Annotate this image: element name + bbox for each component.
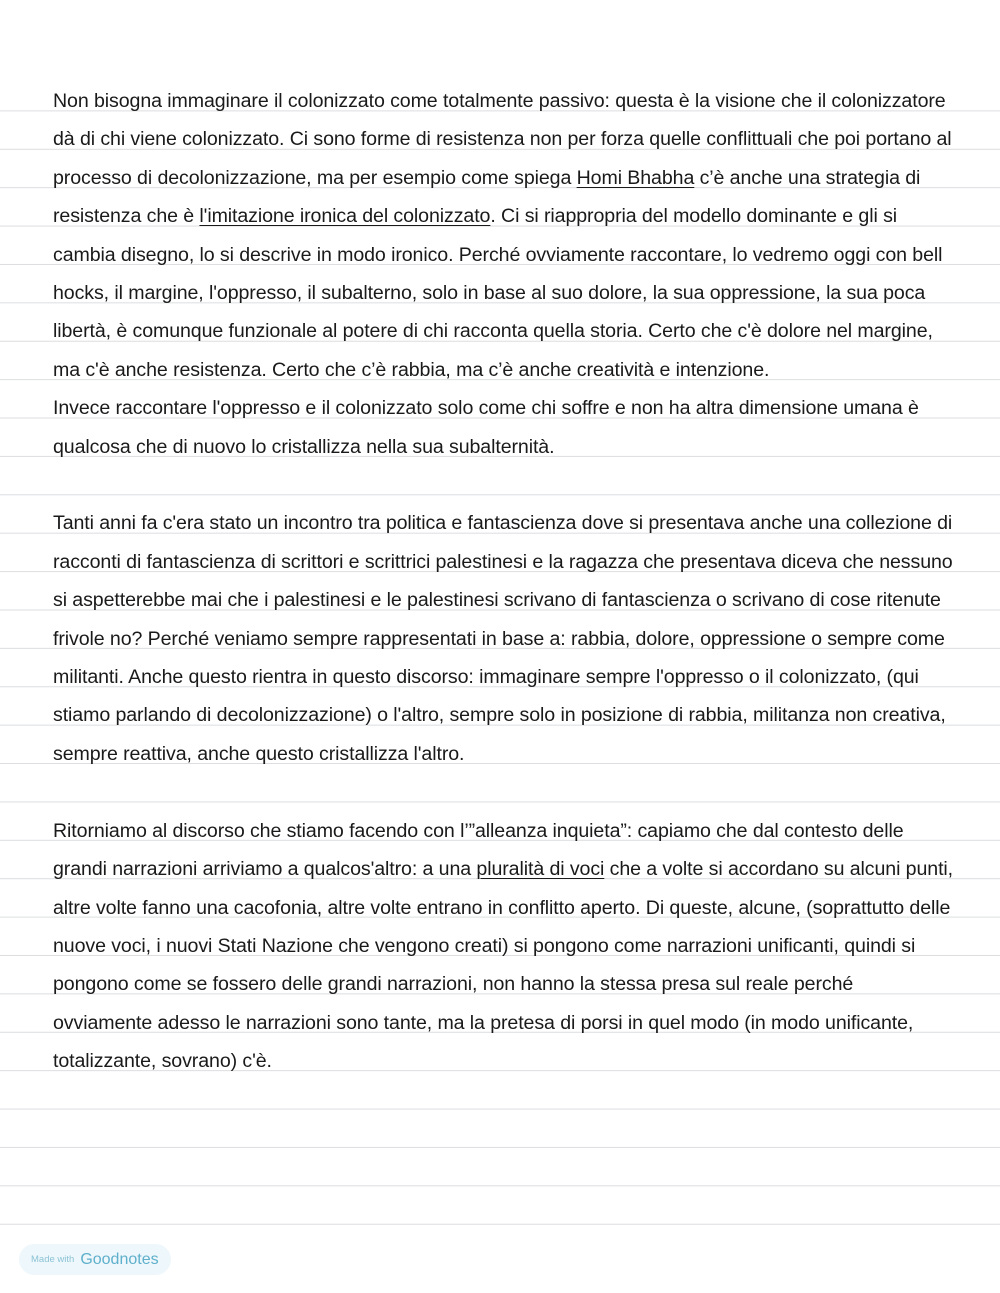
goodnotes-logo: Goodnotes [80,1250,159,1268]
note-body [53,82,953,1081]
underlined-pluralita-di-voci: pluralità di voci [476,858,605,881]
underlined-imitazione-ironica: l'imitazione ironica del colonizzato [199,205,491,228]
underlined-homi-bhabha: Homi Bhabha [576,166,695,189]
paragraph-4: Ritorniamo al discorso che stiamo facendo con l’”alleanza inquieta”: capiamo che dal contesto delle grandi narrazioni arriviamo a qualcos'altro: a una pluralità di voci che a volte si accordano su alcuni punti, altre volte fanno una cacofonia, altre volte entrano in conflitto aperto. Di queste, alcune, (soprattutto delle nuove voci, i nuovi Stati Nazione che vengono creati) si pongono come narrazioni unificanti, quindi si pongono come se fossero delle grandi narrazioni, non hanno la stessa presa sul reale perché ovviamente adesso le narrazioni sono tante, ma la pretesa di porsi in quel modo (in modo unificante, totalizzante, sovrano) c'è. [53,819,954,1073]
paragraph-gap [53,466,953,504]
made-with-label: Made with [31,1254,75,1265]
paragraph-gap [53,773,953,811]
made-with-goodnotes-badge[interactable] [19,1244,171,1275]
paragraph-2: Invece raccontare l'oppresso e il colonizzato solo come chi soffre e non ha altra dimensione umana è qualcosa che di nuovo lo cristallizza nella sua subalternità. [53,397,919,458]
paragraph-1: Non bisogna immaginare il colonizzato come totalmente passivo: questa è la visione che il colonizzatore dà di chi viene colonizzato. Ci sono forme di resistenza non per forza quelle conflittuali che poi portano al processo di decolonizzazione, ma per esempio come spiega Homi Bhabha c’è anche una strategia di resistenza che è l'imitazione ironica del colonizzato. Ci si riappropria del modello dominante e gli si cambia disegno, lo si descrive in modo ironico. Perché ovviamente raccontare, lo vedremo oggi con bell hocks, il margine, l'oppresso, il subalterno, solo in base al suo dolore, la sua oppressione, la sua poca libertà, è comunque funzionale al potere di chi racconta quella storia. Certo che c'è dolore nel margine, ma c'è anche resistenza. Certo che c’è rabbia, ma c’è anche creatività e intenzione. [53,90,952,381]
paragraph-3: Tanti anni fa c'era stato un incontro tra politica e fantascienza dove si presentava anche una collezione di racconti di fantascienza di scrittori e scrittrici palestinesi e la ragazza che presentava diceva che nessuno si aspetterebbe mai che i palestinesi e le palestinesi scrivano di fantascienza o scrivano di cose ritenute frivole no? Perché veniamo sempre rappresentati in base a: rabbia, dolore, oppressione o sempre come militanti. Anche questo rientra in questo discorso: immaginare sempre l'oppresso o il colonizzato, (qui stiamo parlando di decolonizzazione) o l'altro, sempre solo in posizione di rabbia, militanza non creativa, sempre reattiva, anche questo cristallizza l'altro. [53,512,953,765]
